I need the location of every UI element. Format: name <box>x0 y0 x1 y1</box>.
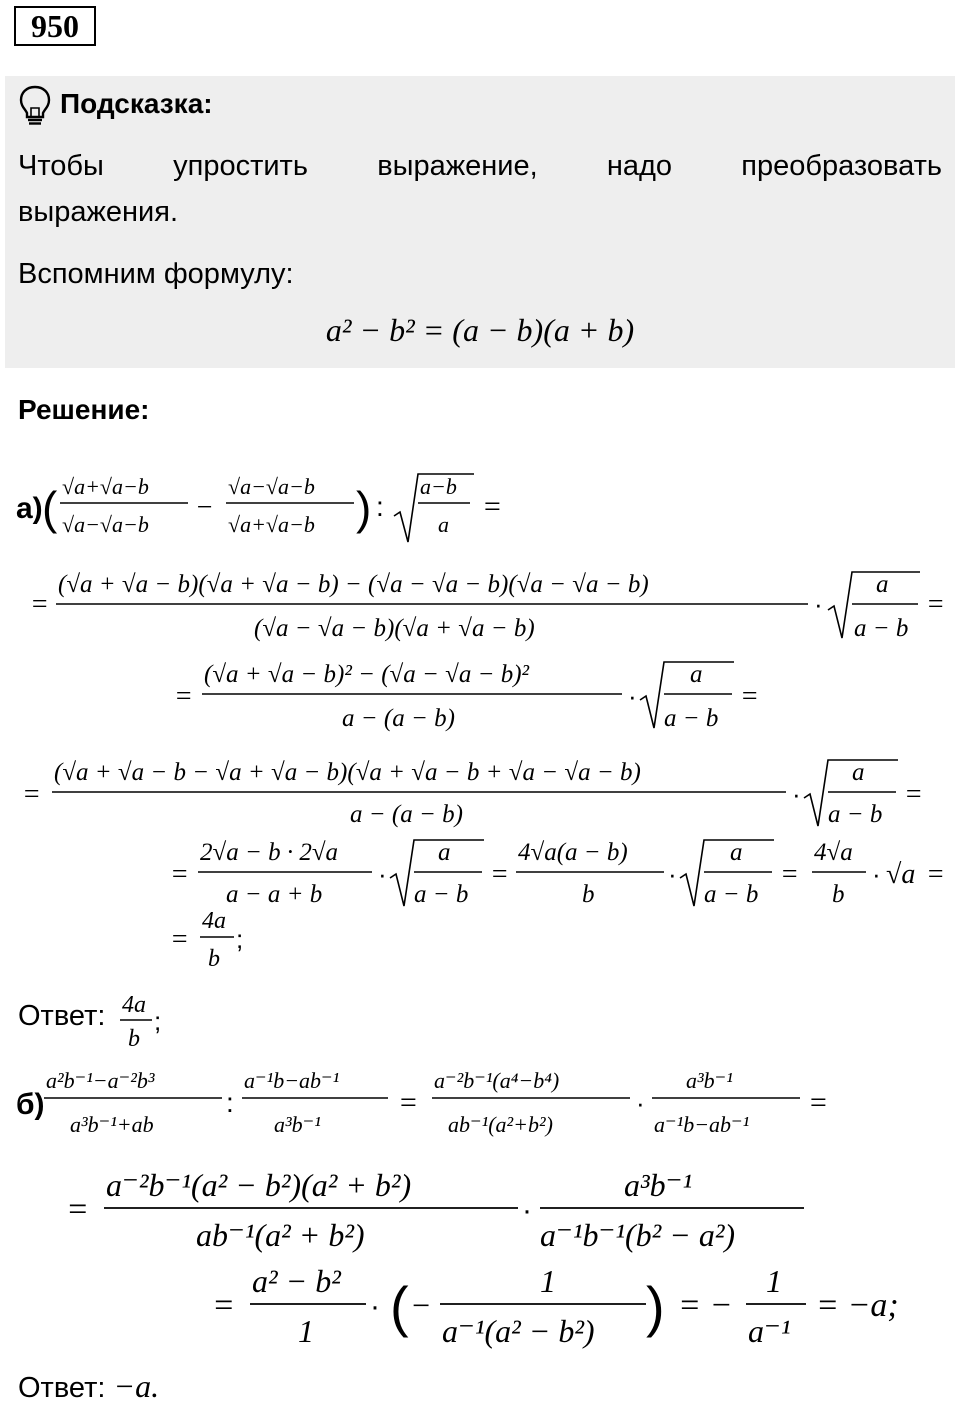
svg-text:a³b⁻¹: a³b⁻¹ <box>624 1167 693 1203</box>
svg-text:a − b: a − b <box>828 801 883 828</box>
svg-text:√a−√a−b: √a−√a−b <box>228 474 315 499</box>
svg-text:a−b: a−b <box>420 474 457 499</box>
svg-text:a − (a − b): a − (a − b) <box>350 801 463 828</box>
svg-text:a: a <box>876 571 889 598</box>
hint-formula: a² − b² = (a − b)(a + b) <box>325 312 635 348</box>
svg-text:=: = <box>170 859 189 890</box>
solution-part-b-math <box>0 1060 960 1360</box>
svg-text:(√a + √a − b)² − (√a − √a − b): (√a + √a − b)² − (√a − √a − b)² <box>204 661 530 688</box>
svg-text:b: b <box>582 881 595 908</box>
svg-text:=: = <box>926 589 945 620</box>
svg-text:a⁻¹: a⁻¹ <box>748 1313 791 1349</box>
svg-text:= −: = − <box>678 1287 733 1324</box>
svg-text:= −a;: = −a; <box>816 1287 899 1324</box>
svg-text:a⁻¹b−ab⁻¹: a⁻¹b−ab⁻¹ <box>244 1068 340 1093</box>
svg-text:=: = <box>212 1287 235 1324</box>
svg-text:a − b: a − b <box>664 705 719 732</box>
svg-text:a − a + b: a − a + b <box>226 881 323 908</box>
svg-text:=: = <box>490 859 509 890</box>
svg-text:√a: √a <box>886 859 916 890</box>
svg-text:a − b: a − b <box>414 881 469 908</box>
svg-text:−: − <box>195 492 214 523</box>
svg-text:): ) <box>356 482 372 534</box>
svg-text:·: · <box>522 1194 532 1227</box>
svg-text:·: · <box>636 1088 645 1118</box>
svg-text:a⁻²b⁻¹(a² − b²)(a² + b²): a⁻²b⁻¹(a² − b²)(a² + b²) <box>106 1167 412 1203</box>
svg-text:·: · <box>814 589 823 619</box>
svg-text:a⁻²b⁻¹(a⁴−b⁴): a⁻²b⁻¹(a⁴−b⁴) <box>434 1068 560 1093</box>
part-b-answer <box>18 1368 159 1405</box>
svg-text:−: − <box>410 1287 432 1323</box>
solution-title: Решение: <box>18 394 150 425</box>
svg-text:4√a: 4√a <box>814 839 853 866</box>
svg-text::: : <box>376 491 384 522</box>
svg-text:(√a + √a − b)(√a + √a − b) − (: (√a + √a − b)(√a + √a − b) − (√a − √a − b)(√a − √a − b) <box>58 571 649 598</box>
svg-text:4√a(a − b): 4√a(a − b) <box>518 839 628 866</box>
svg-text:=: = <box>174 681 193 712</box>
part-a-answer-denominator: b <box>128 1026 140 1052</box>
solution-part-a-math <box>0 460 960 980</box>
svg-text:·: · <box>792 779 801 809</box>
svg-text:=: = <box>808 1086 829 1119</box>
svg-text:(√a − √a − b)(√a + √a − b): (√a − √a − b)(√a + √a − b) <box>254 615 535 642</box>
svg-text:a³b⁻¹: a³b⁻¹ <box>274 1112 321 1137</box>
hint-text-line-2: выражения. <box>18 196 179 228</box>
part-a-answer-label: Ответ: <box>18 1000 106 1032</box>
svg-text:a: a <box>438 839 451 866</box>
svg-text:a: a <box>730 839 743 866</box>
svg-text:a³b⁻¹+ab: a³b⁻¹+ab <box>70 1112 154 1137</box>
svg-text:=: = <box>22 779 41 810</box>
svg-text:=: = <box>66 1191 89 1228</box>
svg-text:a: a <box>852 759 865 786</box>
svg-text:a⁻¹b⁻¹(b² − a²): a⁻¹b⁻¹(b² − a²) <box>540 1217 736 1253</box>
svg-text:a² − b²: a² − b² <box>252 1263 341 1299</box>
part-a-answer-numerator: 4a <box>122 992 146 1018</box>
svg-text:a: a <box>690 661 703 688</box>
svg-text:·: · <box>628 681 637 711</box>
svg-text:): ) <box>646 1275 665 1338</box>
hint-title: Подсказка: <box>60 88 213 119</box>
svg-text::: : <box>226 1087 234 1118</box>
svg-text:a: a <box>438 512 449 537</box>
part-a-answer-value <box>118 988 178 1052</box>
svg-text:=: = <box>926 859 945 890</box>
svg-text:b: b <box>832 881 845 908</box>
svg-text:=: = <box>780 859 799 890</box>
svg-text:=: = <box>170 924 189 955</box>
svg-text:a − b: a − b <box>704 881 759 908</box>
svg-text:√a+√a−b: √a+√a−b <box>62 474 149 499</box>
svg-text:√a−√a−b: √a−√a−b <box>62 512 149 537</box>
svg-text:2√a − b · 2√a: 2√a − b · 2√a <box>200 839 339 866</box>
hint-text-line-1: Чтобы упростить выражение, надо преобразовать <box>18 150 942 182</box>
part-b-answer-value: −a. <box>113 1368 160 1404</box>
svg-text:(√a + √a − b − √a + √a − b)(√a: (√a + √a − b − √a + √a − b)(√a + √a − b + √a − √a − b) <box>54 759 641 786</box>
lightbulb-icon <box>18 84 52 126</box>
svg-text:·: · <box>378 859 387 889</box>
svg-text:1: 1 <box>540 1263 556 1299</box>
svg-text:;: ; <box>236 924 244 954</box>
svg-text:a⁻¹(a² − b²): a⁻¹(a² − b²) <box>442 1313 595 1349</box>
part-a-answer-tail: ; <box>154 1006 162 1036</box>
svg-text:·: · <box>872 859 881 889</box>
svg-text:a − (a − b): a − (a − b) <box>342 705 455 732</box>
svg-text:=: = <box>904 779 923 810</box>
svg-text:=: = <box>740 681 759 712</box>
svg-text:a − b: a − b <box>854 615 909 642</box>
hint-text-formula-intro: Вспомним формулу: <box>18 258 294 290</box>
svg-text:√a+√a−b: √a+√a−b <box>228 512 315 537</box>
svg-text:a²b⁻¹−a⁻²b³: a²b⁻¹−a⁻²b³ <box>46 1068 155 1093</box>
svg-text:4a: 4a <box>202 908 226 934</box>
svg-text:ab⁻¹(a²+b²): ab⁻¹(a²+b²) <box>448 1112 553 1137</box>
part-a-answer <box>18 1000 105 1033</box>
svg-text:(: ( <box>390 1275 409 1338</box>
problem-number: 950 <box>14 6 96 46</box>
svg-text:a³b⁻¹: a³b⁻¹ <box>686 1068 733 1093</box>
svg-text:=: = <box>482 490 503 523</box>
svg-text:b: b <box>208 946 220 972</box>
svg-text:·: · <box>668 859 677 889</box>
svg-text:1: 1 <box>766 1263 782 1299</box>
svg-text:=: = <box>30 589 49 620</box>
part-a-label: а) <box>16 492 43 525</box>
part-b-answer-label: Ответ: <box>18 1372 106 1404</box>
svg-text:·: · <box>370 1290 380 1323</box>
svg-text:=: = <box>398 1086 419 1119</box>
svg-text:a⁻¹b−ab⁻¹: a⁻¹b−ab⁻¹ <box>654 1112 750 1137</box>
svg-text:1: 1 <box>298 1313 314 1349</box>
svg-text:(: ( <box>42 482 58 534</box>
svg-text:ab⁻¹(a² + b²): ab⁻¹(a² + b²) <box>196 1217 365 1253</box>
part-b-label: б) <box>16 1088 45 1121</box>
